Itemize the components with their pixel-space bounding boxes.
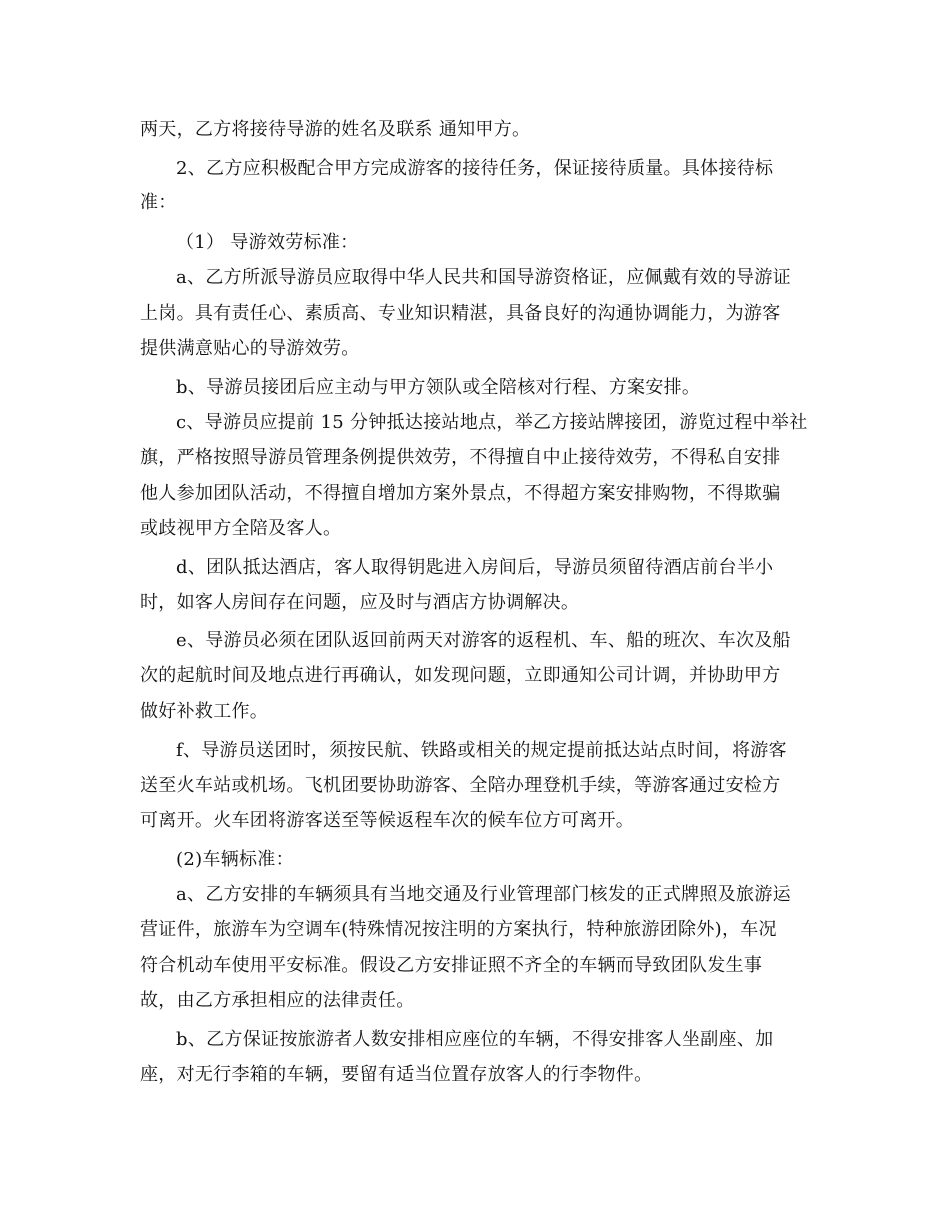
text-line: 旗，严格按照导游员管理条例提供效劳，不得擅自中止接待效劳，不得私自安排 [140,447,781,468]
text-line: c、导游员应提前 15 分钟抵达接站地点，举乙方接站牌接团，游览过程中举社 [176,412,808,433]
text-line: 符合机动车使用平安标准。假设乙方安排证照不齐全的车辆而导致团队发生事 [140,955,763,976]
text-line: 做好补救工作。 [140,701,269,722]
text-line: 座，对无行李箱的车辆，要留有适当位置存放客人的行李物件。 [140,1064,653,1085]
text-line: d、团队抵达酒店，客人取得钥匙进入房间后，导游员须留待酒店前台半小 [176,557,774,578]
text-line: f、导游员送团时，须按民航、铁路或相关的规定提前抵达站点时间，将游客 [176,740,787,761]
text-line: 上岗。具有责任心、素质高、专业知识精湛，具备良好的沟通协调能力，为游客 [140,303,781,324]
text-line: 故，由乙方承担相应的法律责任。 [140,990,415,1011]
text-line: 准： [140,192,177,213]
text-line: 2、乙方应积极配合甲方完成游客的接待任务，保证接待质量。具体接待标 [176,158,774,179]
text-line: 送至火车站或机场。飞机团要协助游客、全陪办理登机手续，等游客通过安检方 [140,775,781,796]
text-line: 两天，乙方将接待导游的姓名及联系 通知甲方。 [140,119,531,140]
text-line: 他人参加团队活动，不得擅自增加方案外景点，不得超方案安排购物，不得欺骗 [140,483,781,504]
text-line: 可离开。火车团将游客送至等候返程车次的候车位方可离开。 [140,810,635,831]
text-line: （1） 导游效劳标准： [176,232,359,253]
text-line: b、导游员接团后应主动与甲方领队或全陪核对行程、方案安排。 [176,377,701,398]
text-line: 时，如客人房间存在问题，应及时与酒店方协调解决。 [140,592,580,613]
text-line: 或歧视甲方全陪及客人。 [140,518,342,539]
text-line: b、乙方保证按旅游者人数安排相应座位的车辆，不得安排客人坐副座、加 [176,1029,774,1050]
text-line: (2)车辆标准： [176,849,294,870]
text-line: 营证件，旅游车为空调车(特殊情况按注明的方案执行，特种旅游团除外)，车况 [140,919,777,940]
text-line: e、导游员必须在团队返回前两天对游客的返程机、车、船的班次、车次及船 [176,630,791,651]
text-line: a、乙方所派导游员应取得中华人民共和国导游资格证，应佩戴有效的导游证 [176,267,791,288]
text-line: 次的起航时间及地点进行再确认，如发现问题，立即通知公司计调，并协助甲方 [140,665,781,686]
text-line: a、乙方安排的车辆须具有当地交通及行业管理部门核发的正式牌照及旅游运 [176,884,791,905]
text-line: 提供满意贴心的导游效劳。 [140,338,360,359]
